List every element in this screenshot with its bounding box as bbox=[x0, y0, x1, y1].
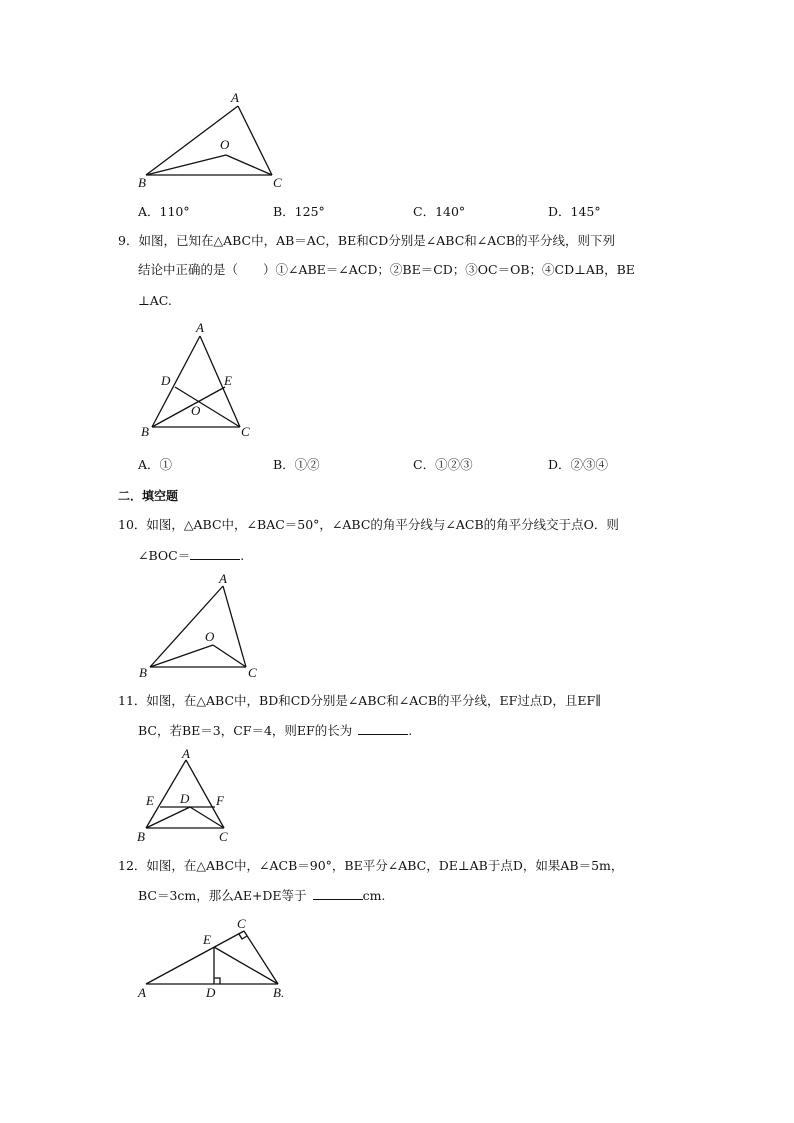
q11-label-f: F bbox=[216, 793, 224, 808]
q12-text-line-1: 12．如图，在△ABC中，∠ACB＝90°，BE平分∠ABC，DE⊥AB于点D，如果AB＝5m， bbox=[118, 858, 624, 873]
q11-text-suffix: . bbox=[408, 723, 413, 738]
q11-label-e: E bbox=[146, 793, 154, 808]
q9-label-c: C bbox=[241, 424, 250, 439]
q10-text-line-1: 10．如图，△ABC中，∠BAC＝50°，∠ABC的角平分线与∠ACB的角平分线交于点O．则 bbox=[118, 517, 619, 532]
q11-label-a: A bbox=[182, 746, 190, 761]
q8-option-c: C．140° bbox=[413, 204, 466, 219]
q12-label-b: B. bbox=[273, 985, 285, 1000]
q11-label-c: C bbox=[219, 829, 228, 844]
section-heading-fill-in: 二．填空题 bbox=[118, 489, 179, 503]
q10-triangle-figure bbox=[130, 570, 270, 685]
q12-text-suffix: cm. bbox=[362, 888, 386, 903]
q9-option-b: B．①② bbox=[273, 457, 320, 472]
q11-label-b: B bbox=[137, 829, 145, 844]
q10-label-c: C bbox=[248, 665, 257, 680]
q10-text-prefix: ∠BOC＝ bbox=[138, 548, 191, 563]
q9-option-d: D．②③④ bbox=[548, 457, 609, 472]
q8-label-c: C bbox=[273, 175, 282, 190]
q10-text-line-2 bbox=[138, 547, 244, 565]
q11-answer-blank[interactable] bbox=[358, 722, 408, 735]
q9-text-line-2: 结论中正确的是（ ）①∠ABE＝∠ACD；②BE＝CD；③OC＝OB；④CD⊥AB，BE bbox=[138, 262, 635, 277]
q9-triangle-figure bbox=[130, 318, 270, 443]
q9-label-e: E bbox=[224, 373, 232, 388]
q12-text-line-2 bbox=[138, 887, 385, 905]
q11-text-prefix: BC，若BE＝3，CF＝4，则EF的长为 bbox=[138, 723, 353, 738]
q12-answer-blank[interactable] bbox=[313, 887, 363, 900]
q11-text-line-2 bbox=[138, 722, 412, 740]
q10-text-suffix: . bbox=[240, 548, 245, 563]
q9-text-line-3: ⊥AC. bbox=[138, 293, 172, 308]
q12-triangle-figure bbox=[130, 912, 300, 1004]
q9-option-a: A．① bbox=[138, 457, 173, 472]
q10-label-a: A bbox=[219, 571, 227, 586]
q8-option-d: D．145° bbox=[548, 204, 601, 219]
q8-label-o: O bbox=[220, 137, 230, 152]
q9-text-line-1: 9．如图，已知在△ABC中，AB＝AC，BE和CD分别是∠ABC和∠ACB的平分线，则下列 bbox=[118, 233, 616, 248]
q10-label-b: B bbox=[139, 665, 147, 680]
q10-answer-blank[interactable] bbox=[190, 547, 240, 560]
q12-label-c: C bbox=[237, 916, 246, 931]
q9-option-c: C．①②③ bbox=[413, 457, 473, 472]
q12-label-a: A bbox=[138, 985, 146, 1000]
q8-option-a: A．110° bbox=[138, 204, 190, 219]
q12-text-prefix: BC＝3cm，那么AE+DE等于 bbox=[138, 888, 307, 903]
q11-label-d: D bbox=[180, 791, 190, 806]
q12-label-e: E bbox=[203, 932, 211, 947]
q8-triangle-figure bbox=[130, 88, 300, 198]
q8-option-b: B．125° bbox=[273, 204, 325, 219]
q9-label-d: D bbox=[161, 373, 171, 388]
q9-label-o: O bbox=[191, 403, 201, 418]
q9-label-a: A bbox=[196, 320, 204, 335]
q9-label-b: B bbox=[141, 424, 149, 439]
q8-label-a: A bbox=[231, 90, 239, 105]
q12-label-d: D bbox=[206, 985, 216, 1000]
q11-text-line-1: 11．如图，在△ABC中，BD和CD分别是∠ABC和∠ACB的平分线，EF过点D，且EF∥ bbox=[118, 693, 601, 708]
q10-label-o: O bbox=[205, 629, 215, 644]
q8-label-b: B bbox=[138, 175, 146, 190]
q11-triangle-figure bbox=[130, 745, 250, 850]
